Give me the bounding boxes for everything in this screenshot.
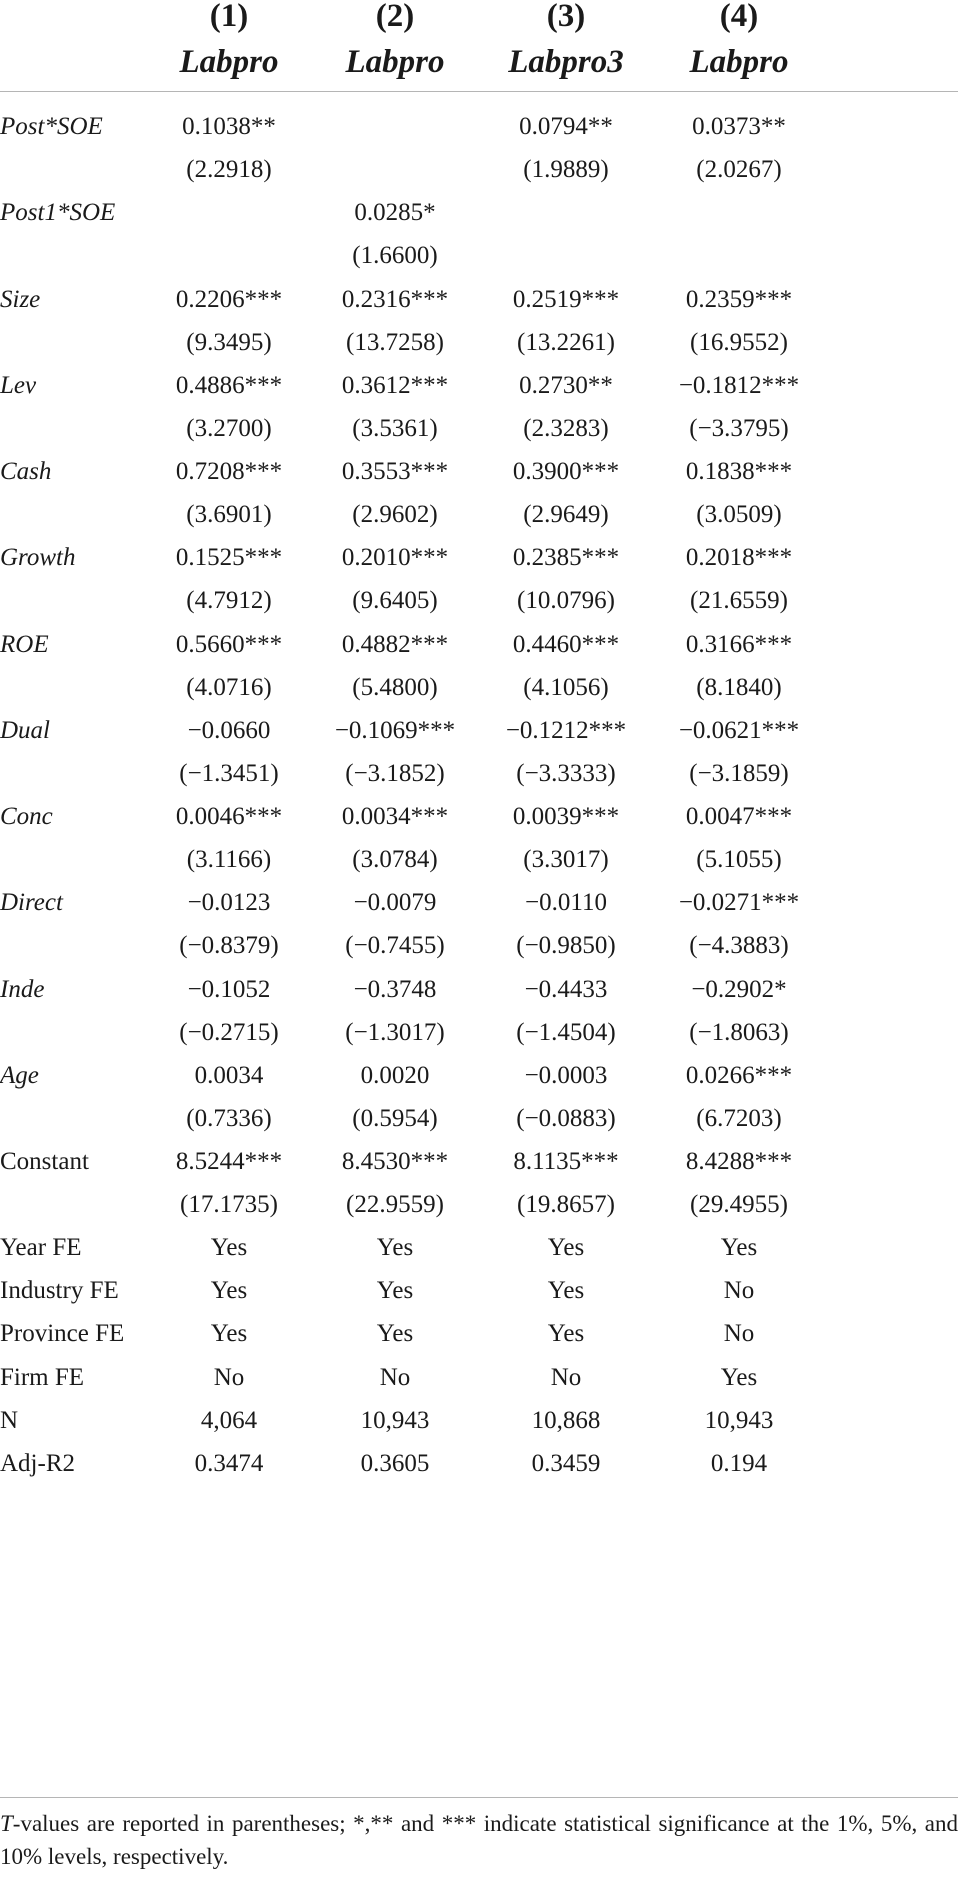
coefficient-cell: −0.1052 (187, 975, 271, 1003)
coefficient-cell: 0.2206*** (175, 285, 283, 313)
row-label: Age (0, 1061, 39, 1089)
coefficient-cell: −0.0660 (187, 716, 271, 744)
t-value-cell: (21.6559) (690, 587, 788, 615)
column-number-2: (2) (375, 0, 415, 34)
coefficient-cell: 0.0373** (692, 113, 786, 140)
coefficient-cell: 0.2385*** (512, 544, 620, 572)
t-value-cell: (3.6901) (186, 501, 272, 528)
t-value-cell: (10.0796) (517, 587, 615, 615)
stat-label: N (0, 1406, 19, 1434)
stat-value-cell: 0.3605 (360, 1450, 430, 1477)
coefficient-cell: 8.4530*** (341, 1148, 449, 1175)
coefficient-cell: 8.1135*** (513, 1148, 619, 1175)
coefficient-cell: 0.4882*** (341, 630, 449, 658)
t-value-cell: (9.3495) (186, 328, 272, 356)
t-value-cell: (−3.3795) (689, 414, 789, 442)
t-value-cell: (2.9649) (523, 501, 609, 528)
coefficient-cell: 0.2359*** (685, 285, 793, 313)
row-label: Direct (0, 889, 63, 917)
stat-value-cell: Yes (376, 1277, 414, 1305)
coefficient-cell: 8.5244*** (175, 1148, 283, 1175)
t-value-cell: (3.0509) (696, 501, 782, 528)
t-value-cell: (4.7912) (186, 587, 272, 615)
coefficient-cell: 0.3612*** (341, 371, 449, 399)
stat-value-cell: Yes (210, 1320, 248, 1348)
coefficient-cell: 0.0285* (354, 199, 436, 227)
t-value-cell: (17.1735) (180, 1191, 278, 1218)
t-value-cell: (2.9602) (352, 501, 438, 528)
coefficient-cell: 0.3553*** (341, 458, 449, 485)
t-value-cell: (13.2261) (517, 328, 615, 356)
stat-value-cell: No (550, 1363, 582, 1391)
coefficient-cell: 0.7208*** (175, 458, 283, 485)
t-value-cell: (22.9559) (346, 1191, 444, 1218)
t-value-cell: (0.5954) (352, 1104, 438, 1132)
coefficient-cell: 0.0034 (194, 1061, 264, 1089)
t-value-cell: (0.7336) (186, 1104, 272, 1132)
row-label: Growth (0, 544, 76, 572)
stat-value-cell: Yes (376, 1234, 414, 1261)
stat-label: Firm FE (0, 1363, 85, 1391)
stat-label: Industry FE (0, 1277, 119, 1305)
stat-value-cell: Yes (210, 1234, 248, 1261)
coefficient-cell: 0.1038** (182, 113, 276, 140)
coefficient-cell: 0.2519*** (512, 285, 620, 313)
stat-value-cell: 0.3474 (194, 1450, 264, 1477)
stat-value-cell: Yes (210, 1277, 248, 1305)
row-label: Dual (0, 716, 50, 744)
coefficient-cell: 0.5660*** (175, 630, 283, 658)
t-value-cell: (3.3017) (523, 846, 609, 873)
column-number-3: (3) (546, 0, 586, 34)
t-value-cell: (9.6405) (352, 587, 438, 615)
coefficient-cell: 0.1525*** (175, 544, 283, 572)
coefficient-cell: −0.1812*** (678, 371, 800, 399)
t-value-cell: (−1.3017) (345, 1018, 445, 1046)
row-label: Post1*SOE (0, 199, 116, 227)
t-value-cell: (−0.0883) (516, 1104, 616, 1132)
stat-value-cell: 10,943 (360, 1406, 430, 1434)
t-value-cell: (−1.4504) (516, 1018, 616, 1046)
t-value-cell: (3.0784) (352, 846, 438, 873)
coefficient-cell: 0.4460*** (512, 630, 620, 658)
t-value-cell: (13.7258) (346, 328, 444, 356)
t-value-cell: (1.6600) (352, 242, 438, 270)
top-header-rule (0, 91, 958, 92)
t-value-cell: (−0.2715) (179, 1018, 279, 1046)
t-value-cell: (−3.1852) (345, 759, 445, 787)
coefficient-cell: −0.0079 (353, 889, 437, 917)
coefficient-cell: −0.1212*** (505, 716, 627, 744)
coefficient-cell: −0.0123 (187, 889, 271, 917)
coefficient-cell: 0.2730** (519, 371, 613, 399)
stat-value-cell: No (723, 1320, 755, 1348)
row-label: Size (0, 285, 41, 313)
coefficient-cell: −0.1069*** (334, 716, 456, 744)
t-value-cell: (29.4955) (690, 1191, 788, 1218)
column-number-1: (1) (209, 0, 249, 34)
row-label: Constant (0, 1148, 89, 1175)
t-value-cell: (−0.9850) (516, 932, 616, 960)
column-variable-1: Labpro (179, 44, 279, 80)
row-label: Inde (0, 975, 45, 1003)
coefficient-cell: −0.0621*** (678, 716, 800, 744)
stat-label: Year FE (0, 1234, 82, 1261)
coefficient-cell: 0.1838*** (685, 458, 793, 485)
coefficient-cell: 0.0034*** (341, 803, 449, 830)
t-value-cell: (3.2700) (186, 414, 272, 442)
t-value-cell: (−3.3333) (516, 759, 616, 787)
t-value-cell: (2.3283) (523, 414, 609, 442)
t-value-cell: (8.1840) (696, 673, 782, 701)
coefficient-cell: 0.0039*** (512, 803, 620, 830)
row-label: Conc (0, 803, 53, 830)
t-value-cell: (3.5361) (352, 414, 438, 442)
t-value-cell: (16.9552) (690, 328, 788, 356)
stat-value-cell: No (379, 1363, 411, 1391)
stat-value-cell: Yes (720, 1234, 758, 1261)
stat-value-cell: 10,868 (531, 1406, 601, 1434)
bottom-table-rule (0, 1797, 958, 1798)
stat-value-cell: 0.194 (710, 1450, 768, 1477)
t-value-cell: (19.8657) (517, 1191, 615, 1218)
t-value-cell: (5.1055) (696, 846, 782, 873)
t-value-cell: (−3.1859) (689, 759, 789, 787)
stat-value-cell: No (213, 1363, 245, 1391)
t-value-cell: (2.0267) (696, 156, 782, 183)
coefficient-cell: 0.4886*** (175, 371, 283, 399)
stat-value-cell: 0.3459 (531, 1450, 601, 1477)
coefficient-cell: 0.3900*** (512, 458, 620, 485)
coefficient-cell: −0.4433 (524, 975, 608, 1003)
t-value-cell: (5.4800) (352, 673, 438, 701)
coefficient-cell: 0.3166*** (685, 630, 793, 658)
t-value-cell: (4.0716) (186, 673, 272, 701)
stat-label: Adj-R2 (0, 1450, 75, 1477)
coefficient-cell: 0.2018*** (685, 544, 793, 572)
t-value-cell: (2.2918) (186, 156, 272, 183)
column-number-4: (4) (719, 0, 759, 34)
column-variable-2: Labpro (345, 44, 445, 80)
coefficient-cell: 0.0266*** (685, 1061, 793, 1089)
stat-label: Province FE (0, 1320, 125, 1348)
t-value-cell: (−1.8063) (689, 1018, 789, 1046)
coefficient-cell: −0.0110 (525, 889, 607, 917)
t-value-cell: (6.7203) (696, 1104, 782, 1132)
t-value-cell: (3.1166) (186, 846, 272, 873)
coefficient-cell: −0.0003 (524, 1061, 608, 1089)
column-variable-3: Labpro3 (508, 44, 624, 80)
coefficient-cell: −0.2902* (691, 975, 787, 1003)
row-label: ROE (0, 630, 49, 658)
coefficient-cell: 8.4288*** (685, 1148, 793, 1175)
column-variable-4: Labpro (689, 44, 789, 80)
stat-value-cell: Yes (547, 1234, 585, 1261)
coefficient-cell: 0.0047*** (685, 803, 793, 830)
row-label: Lev (0, 371, 37, 399)
stat-value-cell: Yes (547, 1277, 585, 1305)
coefficient-cell: 0.0046*** (175, 803, 283, 830)
stat-value-cell: No (723, 1277, 755, 1305)
t-value-cell: (−1.3451) (179, 759, 279, 787)
stat-value-cell: 10,943 (704, 1406, 774, 1434)
coefficient-cell: 0.0020 (360, 1061, 430, 1089)
t-value-cell: (4.1056) (523, 673, 609, 701)
coefficient-cell: −0.3748 (353, 975, 437, 1003)
coefficient-cell: 0.0794** (519, 113, 613, 140)
stat-value-cell: Yes (547, 1320, 585, 1348)
table-footnote (0, 1807, 958, 1873)
stat-value-cell: 4,064 (200, 1406, 258, 1434)
stat-value-cell: Yes (376, 1320, 414, 1348)
row-label: Post*SOE (0, 113, 103, 140)
t-value-cell: (1.9889) (523, 156, 609, 183)
t-value-cell: (−4.3883) (689, 932, 789, 960)
footnote-text: -values are reported in parentheses; *,** and *** indicate statistical significance at the 1%, 5%, and 10% levels, respectively. (0, 1811, 958, 1869)
coefficient-cell: −0.0271*** (678, 889, 800, 917)
footnote-t-italic: T (0, 1811, 13, 1836)
coefficient-cell: 0.2010*** (341, 544, 449, 572)
stat-value-cell: Yes (720, 1363, 758, 1391)
row-label: Cash (0, 458, 52, 485)
t-value-cell: (−0.7455) (345, 932, 445, 960)
t-value-cell: (−0.8379) (179, 932, 279, 960)
coefficient-cell: 0.2316*** (341, 285, 449, 313)
